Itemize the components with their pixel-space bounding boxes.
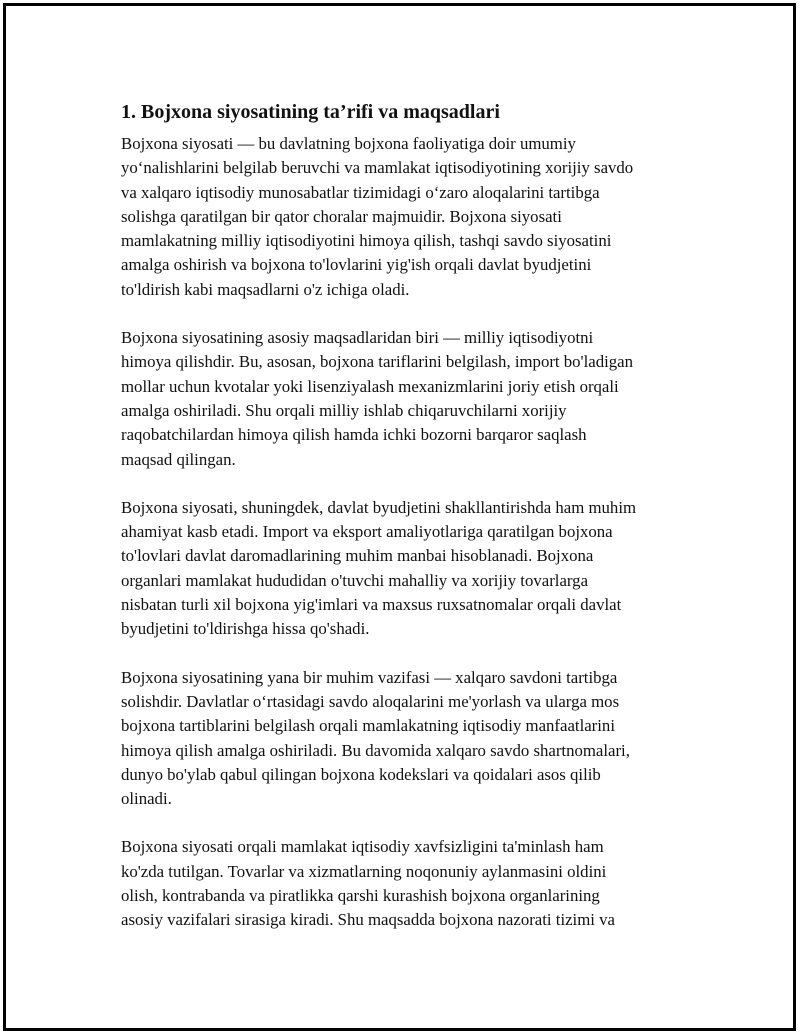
text-line: solishdir. Davlatlar o‘rtasidagi savdo aloqalarini me'yorlash va ularga mos [121,691,620,711]
text-line: solishga qaratilgan bir qator choralar majmuidir. Bojxona siyosati [121,206,562,226]
paragraph-budget [121,496,696,642]
text-line: olish, kontrabanda va piratlikka qarshi kurashish bojxona organlarining [121,886,600,906]
paragraph-protection [121,326,696,472]
text-line: mamlakatning milliy iqtisodiyotini himoya qilish, tashqi savdo siyosatini [121,231,612,251]
document-body [121,99,696,957]
text-line: yo‘nalishlarini belgilab beruvchi va mamlakat iqtisodiyotining xorijiy savdo [121,158,634,178]
text-line: to'lovlari davlat daromadlarining muhim manbai hisoblanadi. Bojxona [121,546,594,566]
text-line: amalga oshirish va bojxona to'lovlarini yig'ish orqali davlat byudjetini [121,255,592,275]
text-line: dunyo bo'ylab qabul qilingan bojxona kodekslari va qoidalari asos qilib [121,764,601,784]
text-line: va xalqaro iqtisodiy munosabatlar tizimidagi o‘zaro aloqalarini tartibga [121,182,600,202]
text-line: Bojxona siyosatining asosiy maqsadlaridan biri — milliy iqtisodiyotni [121,328,594,348]
text-line: amalga oshiriladi. Shu orqali milliy ishlab chiqaruvchilarni xorijiy [121,400,567,420]
text-line: Bojxona siyosati, shuningdek, davlat byudjetini shakllantirishda ham muhim [121,497,637,517]
text-line: Bojxona siyosatining yana bir muhim vazifasi — xalqaro savdoni tartibga [121,667,618,687]
paragraph-security [121,835,696,932]
text-line: himoya qilishdir. Bu, asosan, bojxona tariflarini belgilash, import bo'ladigan [121,352,633,372]
text-line: olinadi. [121,789,172,809]
text-line: maqsad qilingan. [121,449,236,469]
text-line: nisbatan turli xil bojxona yig'imlari va maxsus ruxsatnomalar orqali davlat [121,595,622,615]
text-line: Bojxona siyosati — bu davlatning bojxona faoliyatiga doir umumiy [121,134,576,153]
section-heading: 1. Bojxona siyosatining ta’rifi va maqsadlari [121,101,500,123]
document-page [3,3,796,1031]
text-line: byudjetini to'ldirishga hissa qo'shadi. [121,619,370,639]
text-line: Bojxona siyosati orqali mamlakat iqtisodiy xavfsizligini ta'minlash ham [121,837,604,857]
text-line: bojxona tartiblarini belgilash orqali mamlakatning iqtisodiy manfaatlarini [121,716,615,736]
paragraph-trade-regulation [121,666,696,812]
text-line: himoya qilish amalga oshiriladi. Bu davomida xalqaro savdo shartnomalari, [121,740,630,760]
text-line: mollar uchun kvotalar yoki lisenziyalash mexanizmlarini joriy etish orqali [121,376,619,396]
paragraph-definition [121,132,696,302]
text-line: raqobatchilardan himoya qilish hamda ichki bozorni barqaror saqlash [121,425,587,445]
text-line: organlari mamlakat hududidan o'tuvchi mahalliy va xorijiy tovarlarga [121,570,589,590]
text-line: to'ldirish kabi maqsadlarni o'z ichiga oladi. [121,279,410,299]
text-line: asosiy vazifalari sirasiga kiradi. Shu maqsadda bojxona nazorati tizimi va [121,910,615,930]
text-line: ko'zda tutilgan. Tovarlar va xizmatlarning noqonuniy aylanmasini oldini [121,861,607,881]
text-line: ahamiyat kasb etadi. Import va eksport amaliyotlariga qaratilgan bojxona [121,522,613,542]
